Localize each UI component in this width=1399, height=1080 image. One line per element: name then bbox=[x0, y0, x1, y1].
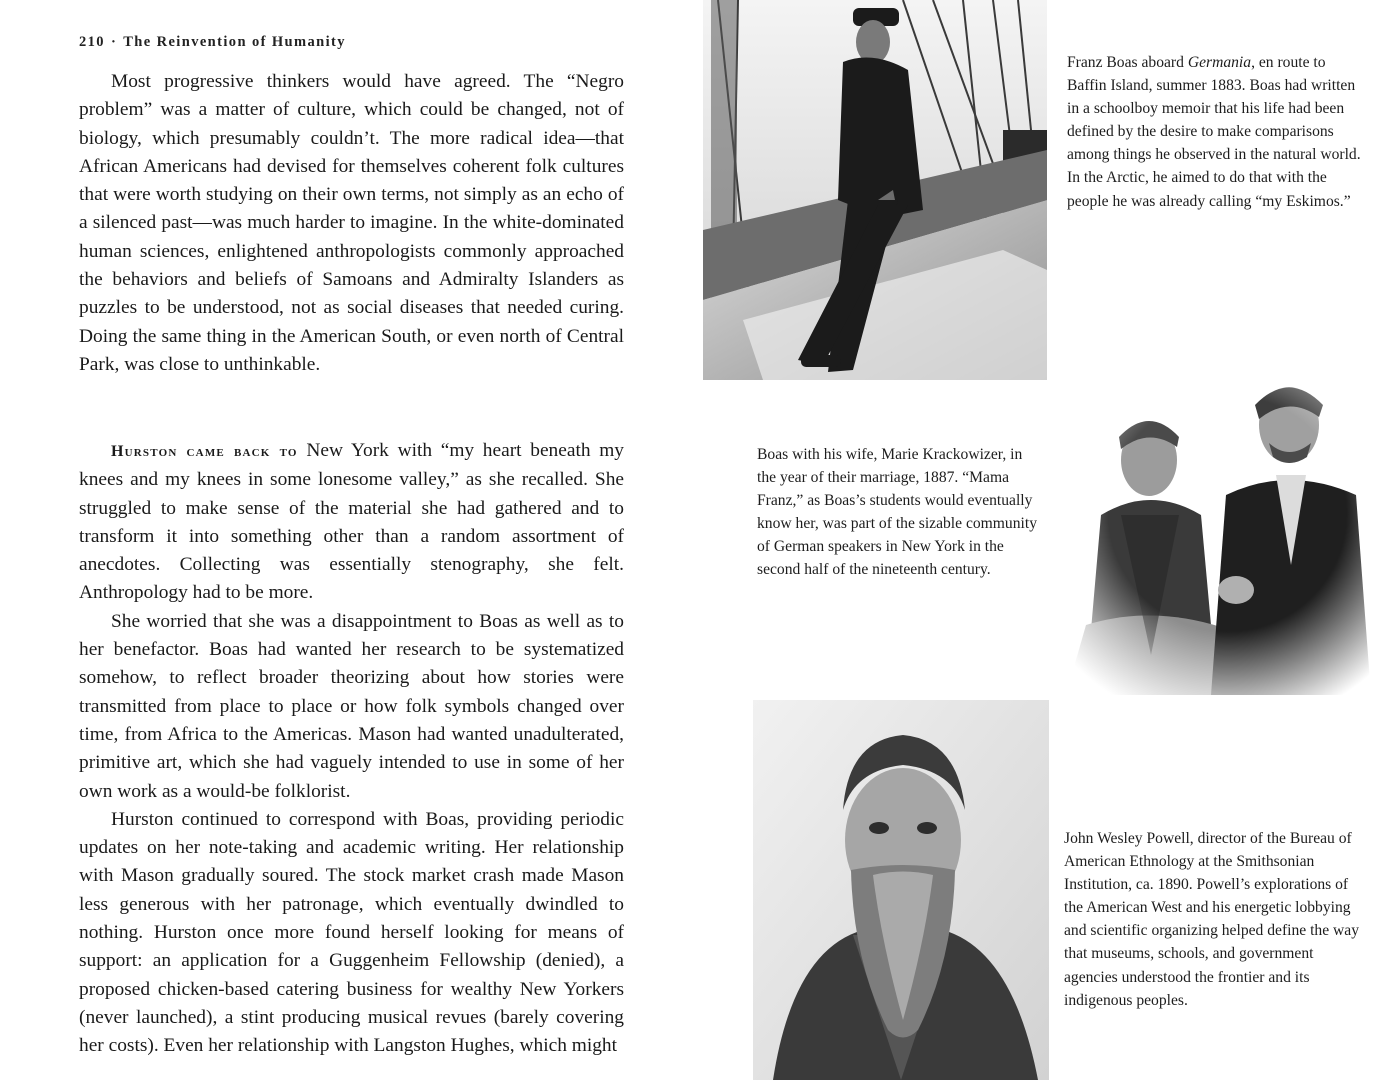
running-header bbox=[79, 34, 346, 51]
body-text-section-2 bbox=[79, 437, 624, 1061]
page-number: 210 bbox=[79, 34, 105, 50]
caption-boas-ship-text-1: Franz Boas aboard bbox=[1067, 54, 1188, 71]
body-text-section-1 bbox=[79, 68, 624, 379]
header-separator: · bbox=[110, 34, 118, 50]
paragraph-correspond: Hurston continued to correspond with Boas, providing periodic updates on her note-taking and academic writing. Her relationship with Mason gradually soured. The stock market crash made Mason less generous with her patronage, which eventually dwindled to nothing. Hurston once more found herself looking for means of support: an application for a Guggenheim Fellowship (denied), a proposed chicken-based catering business for wealthy New Yorkers (never launched), a stint producing musical revues (barely covering her costs). Even her relationship with Langston Hughes, which might bbox=[79, 808, 624, 1057]
section-lead-in: Hurston came back to bbox=[111, 443, 298, 460]
caption-boas-ship-text-2: , en route to Baffin Island, summer 1883. Boas had written in a schoolboy memoir that his life had been defined by the desire to make comparisons among things he observed in the natural world. In the Arctic, he aimed to do that with the people he was already calling “my Eskimos.” bbox=[1067, 54, 1361, 210]
couple-photo-image bbox=[1061, 365, 1394, 695]
paragraph-hurston-returns-text: New York with “my heart beneath my knees and my knees in some lonesome valley,” as she recalled. She struggled to make sense of the material she had gathered and to transform it into something other than a random assortment of anecdotes. Collecting was essentially stenography, she felt. Anthropology had to be more. bbox=[79, 440, 625, 604]
boas-and-wife-photo bbox=[1061, 365, 1394, 695]
powell-portrait-photo bbox=[753, 700, 1049, 1080]
caption-powell: John Wesley Powell, director of the Bureau of American Ethnology at the Smithsonian Institution, ca. 1890. Powell’s explorations of the American West and his energetic lobbying and scientific organizing helped define the way that museums, schools, and government agencies understood the frontier and its indigenous peoples. bbox=[1064, 830, 1360, 1009]
caption-ship-name: Germania bbox=[1187, 54, 1252, 71]
paragraph-disappointment: She worried that she was a disappointment to Boas as well as to her benefactor. Boas had wanted her research to be systematized somehow, to reflect broader theorizing about how stories were transmitted from place to place or how folk symbols changed over time, from Africa to the Americas. Mason had wanted unadulterated, primitive art, which she had vaguely intended to use in some of her own work as a would-be folklorist. bbox=[79, 610, 624, 802]
boas-aboard-ship-photo bbox=[703, 0, 1047, 380]
paragraph-hurston-returns bbox=[79, 437, 624, 608]
running-title: The Reinvention of Humanity bbox=[123, 34, 346, 50]
ship-photo-image bbox=[703, 0, 1047, 380]
caption-boas-wife: Boas with his wife, Marie Krackowizer, in the year of their marriage, 1887. “Mama Franz,” as Boas’s students would eventually know her, was part of the sizable community of German speakers in New York in the second half of the nineteenth century. bbox=[757, 446, 1037, 579]
paragraph-progressive-thinkers: Most progressive thinkers would have agreed. The “Negro problem” was a matter of culture, which could be changed, not of biology, which presumably couldn’t. The more radical idea—that African Americans had devised for themselves coherent folk cultures that were worth studying on their own terms, not simply as an echo of a silenced past—was much harder to imagine. In the white-dominated human sciences, enlightened anthropologists commonly approached the behaviors and beliefs of Samoans and Admiralty Islanders as puzzles to be understood, not as social diseases that needed curing. Doing the same thing in the American South, or even north of Central Park, was close to unthinkable. bbox=[79, 71, 624, 375]
caption-boas-ship bbox=[1067, 51, 1367, 213]
powell-photo-image bbox=[753, 700, 1049, 1080]
